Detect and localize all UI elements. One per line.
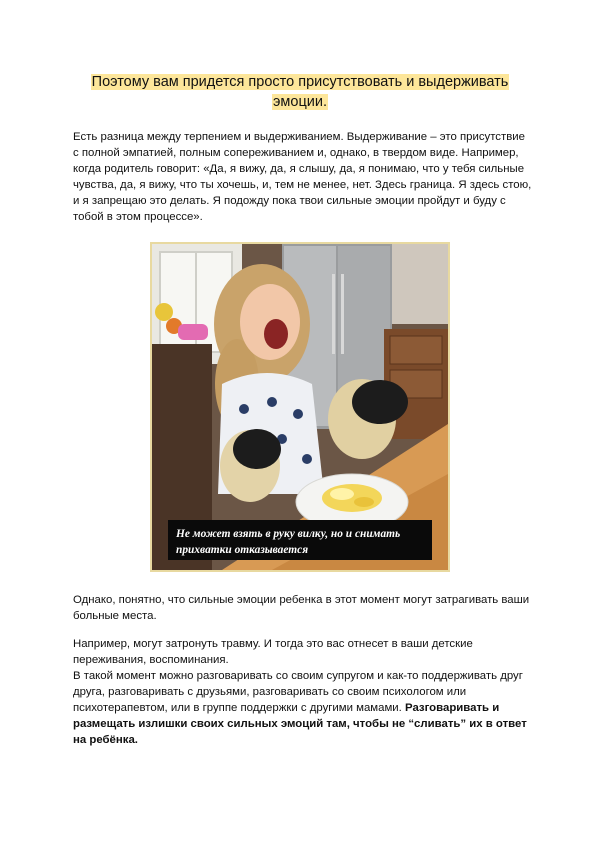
heading-line-2: эмоции.	[273, 94, 327, 110]
photo-figure	[150, 242, 450, 572]
photo-caption	[176, 526, 428, 558]
section-heading	[0, 72, 600, 112]
caption-line-2: прихватки отказывается	[176, 544, 309, 556]
third-paragraph-line-1: Например, могут затронуть травму. И тогда это вас отнесет в ваши детские переживания, воспоминания.	[73, 638, 473, 666]
third-paragraph	[73, 636, 533, 748]
third-paragraph-regular: В такой момент можно разговаривать со своим супругом и как-то поддерживать друг друга, разговаривать с друзьями, разговаривать со своим психологом или психотерапевтом, или в группе поддержки с другими мамами.	[73, 670, 523, 714]
third-paragraph-bold: Разговаривать и размещать излишки своих сильных эмоций там, чтобы не “сливать” их в ответ на ребёнка.	[73, 702, 527, 746]
heading-line-1: Поэтому вам придется просто присутствовать и выдерживать	[91, 74, 509, 90]
caption-line-1: Не может взять в руку вилку, но и снимать	[176, 528, 401, 540]
second-paragraph: Однако, понятно, что сильные эмоции ребенка в этот момент могут затрагивать ваши больные места.	[73, 594, 530, 622]
intro-paragraph: Есть разница между терпением и выдерживанием. Выдерживание – это присутствие с полной эмпатией, полным сопереживанием и, однако, в твердом виде. Например, когда родитель говорит: «Да, я вижу, да, я слышу, да, я понимаю, что у тебя сильные чувства, да, я вижу, что ты хочешь, и, тем не менее, нет. Здесь граница. Я здесь стою, и я запрещаю это делать. Я подожду пока твои сильные эмоции пройдут и буду с тобой в этом процессе».	[73, 131, 532, 223]
